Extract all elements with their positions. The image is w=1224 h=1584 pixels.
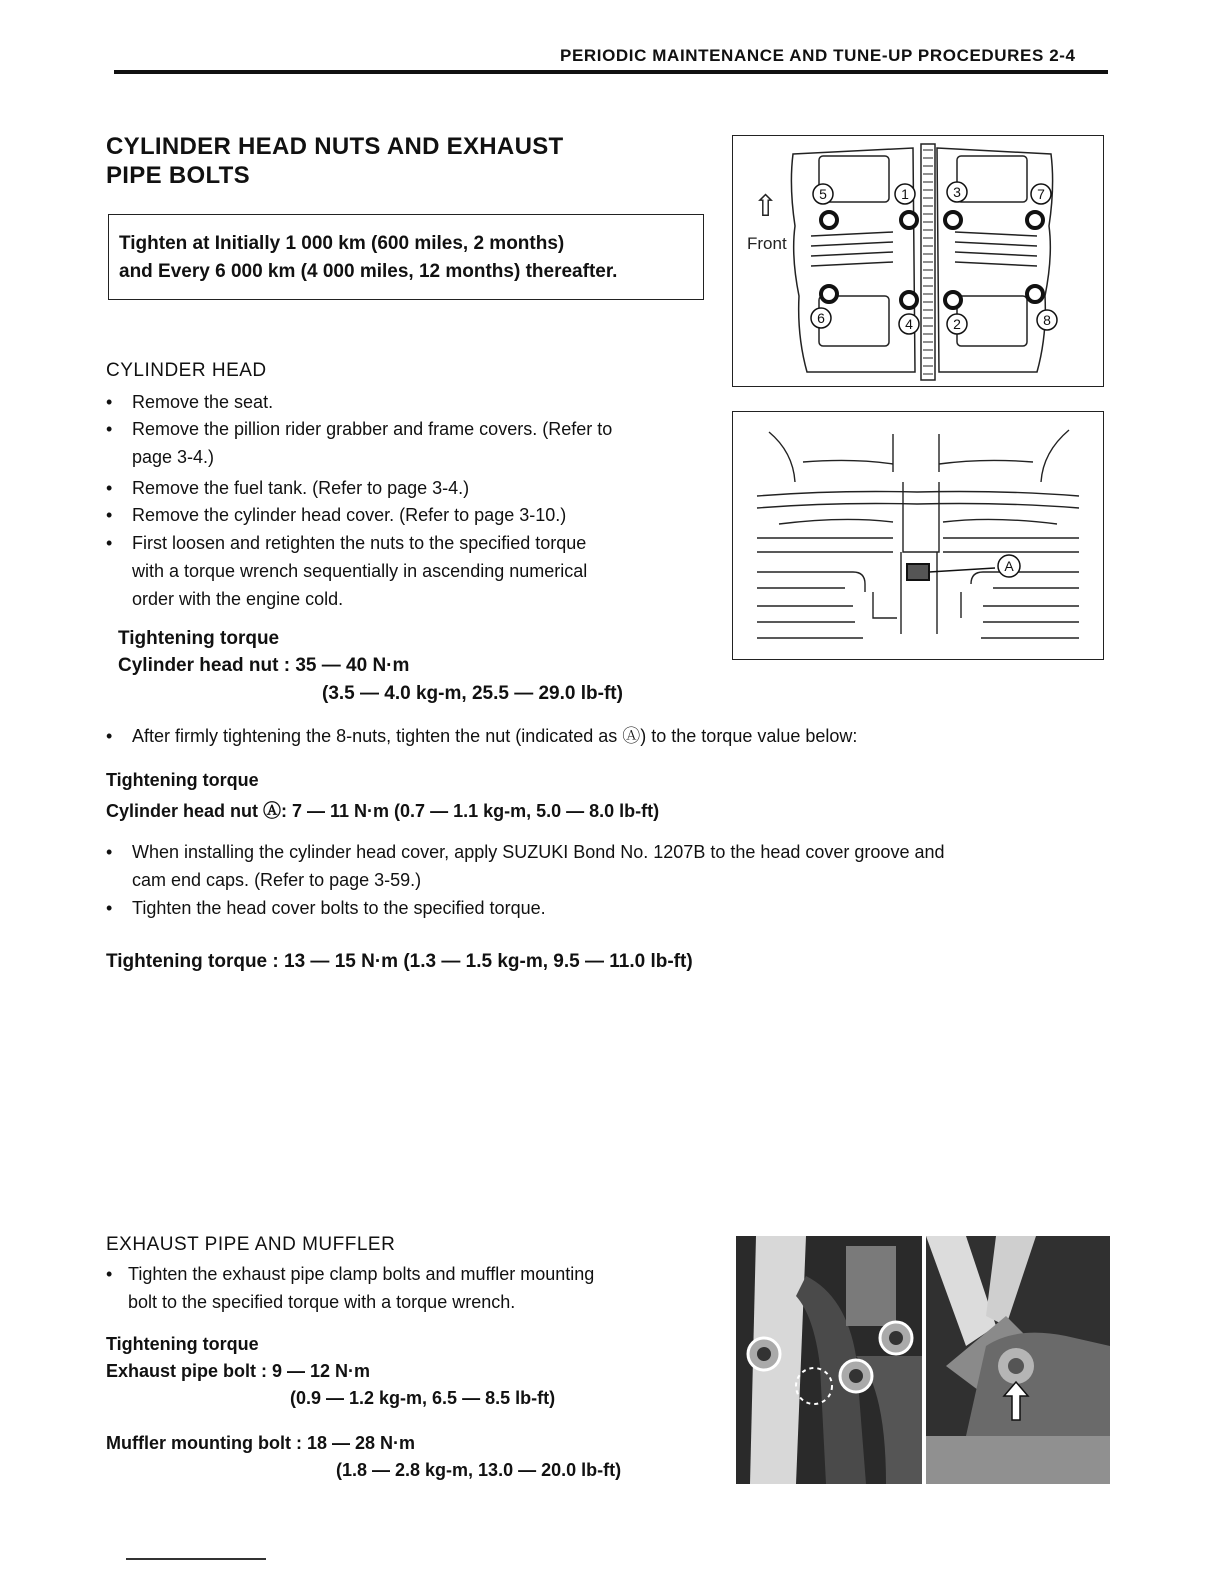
torque-value-imperial: (3.5 — 4.0 kg-m, 25.5 — 29.0 lb-ft) <box>322 683 623 704</box>
step-text: Tighten the exhaust pipe clamp bolts and muffler mounting <box>128 1264 595 1284</box>
bullet-icon: • <box>106 842 113 862</box>
step-text: Tighten the head cover bolts to the specified torque. <box>132 898 546 918</box>
cylinder-head-heading: CYLINDER HEAD <box>106 360 267 381</box>
figure-nut-a <box>732 411 1104 660</box>
step-text-cont: with a torque wrench sequentially in ascending numerical <box>132 561 588 581</box>
interval-note-line2: and Every 6 000 km (4 000 miles, 12 months) thereafter. <box>119 261 618 282</box>
torque-value: Cylinder head nut : 35 — 40 N·m <box>118 655 410 676</box>
torque-value: Muffler mounting bolt : 18 — 28 N·m <box>106 1433 415 1453</box>
nut-label-6: 6 <box>817 310 825 326</box>
bullet-icon: • <box>106 1264 113 1284</box>
header-rule <box>114 70 1108 74</box>
step-text-cont: order with the engine cold. <box>132 589 344 609</box>
running-header: PERIODIC MAINTENANCE AND TUNE-UP PROCEDURES 2-4 <box>560 46 1076 65</box>
step-text: Remove the cylinder head cover. (Refer to page 3-10.) <box>132 505 567 525</box>
section-title-line1: CYLINDER HEAD NUTS AND EXHAUST <box>106 133 564 160</box>
list-item <box>106 838 1216 894</box>
torque-value-imperial: (0.9 — 1.2 kg-m, 6.5 — 8.5 lb-ft) <box>290 1388 556 1408</box>
figure-nut-order <box>732 135 1104 387</box>
nut-label-7: 7 <box>1037 186 1045 202</box>
torque-label: Tightening torque <box>106 1334 259 1354</box>
bullet-icon: • <box>106 898 113 918</box>
bullet-icon: • <box>106 726 113 746</box>
bullet-icon: • <box>106 533 113 553</box>
list-item <box>106 1260 706 1316</box>
step-text-cont: page 3-4.) <box>132 447 215 467</box>
step-text: When installing the cylinder head cover, apply SUZUKI Bond No. 1207B to the head cover groove and <box>132 842 945 862</box>
section-title <box>106 132 563 190</box>
list-item <box>106 474 706 502</box>
torque-label: Tightening torque <box>118 628 280 649</box>
list-item <box>106 722 1206 750</box>
front-arrow-icon: ⇧ <box>753 189 779 224</box>
nut-label-3: 3 <box>953 184 961 200</box>
step-text: After firmly tightening the 8-nuts, tighten the nut (indicated as Ⓐ) to the torque value below: <box>132 726 858 746</box>
step-text: Remove the fuel tank. (Refer to page 3-4.) <box>132 478 470 498</box>
torque-value: Tightening torque : 13 — 15 N·m (1.3 — 1.5 kg-m, 9.5 — 11.0 lb-ft) <box>106 951 693 972</box>
step-text: First loosen and retighten the nuts to the specified torque <box>132 533 587 553</box>
nut-label-2: 2 <box>953 316 961 332</box>
cylinder-head-diagram <box>733 136 1102 385</box>
photo-muffler-bolt <box>926 1236 1110 1484</box>
nut-label-4: 4 <box>905 316 913 332</box>
torque-value-imperial: (1.8 — 2.8 kg-m, 13.0 — 20.0 lb-ft) <box>336 1460 622 1480</box>
torque-value: Cylinder head nut Ⓐ: 7 — 11 N·m (0.7 — 1.1 kg-m, 5.0 — 8.0 lb-ft) <box>106 801 660 821</box>
interval-note-box <box>108 214 704 300</box>
bullet-icon: • <box>106 478 113 498</box>
step-text: Remove the pillion rider grabber and frame covers. (Refer to <box>132 419 613 439</box>
exhaust-clamp-image <box>736 1236 922 1484</box>
step-text: Remove the seat. <box>132 392 274 412</box>
torque-value: Exhaust pipe bolt : 9 — 12 N·m <box>106 1361 371 1381</box>
nut-label-5: 5 <box>819 186 827 202</box>
bullet-icon: • <box>106 392 113 412</box>
step-text-cont: cam end caps. (Refer to page 3-59.) <box>132 870 422 890</box>
footer-rule <box>126 1558 266 1560</box>
photo-exhaust-clamp <box>736 1236 922 1484</box>
nut-label-1: 1 <box>901 186 909 202</box>
step-text-cont: bolt to the specified torque with a torque wrench. <box>128 1292 516 1312</box>
exhaust-heading: EXHAUST PIPE AND MUFFLER <box>106 1234 396 1255</box>
interval-note-line1: Tighten at Initially 1 000 km (600 miles, 2 months) <box>119 233 565 254</box>
list-item <box>106 501 706 529</box>
front-label: Front <box>747 234 787 253</box>
bullet-icon: • <box>106 419 113 439</box>
torque-label: Tightening torque <box>106 770 259 790</box>
list-item <box>106 388 706 416</box>
muffler-bolt-image <box>926 1236 1110 1484</box>
bullet-icon: • <box>106 505 113 525</box>
marker-a-label: A <box>1004 558 1014 574</box>
section-title-line2: PIPE BOLTS <box>106 162 250 189</box>
list-item <box>106 894 806 922</box>
head-cover-diagram <box>733 412 1102 658</box>
nut-label-8: 8 <box>1043 312 1051 328</box>
list-item <box>106 415 706 471</box>
list-item <box>106 529 706 613</box>
